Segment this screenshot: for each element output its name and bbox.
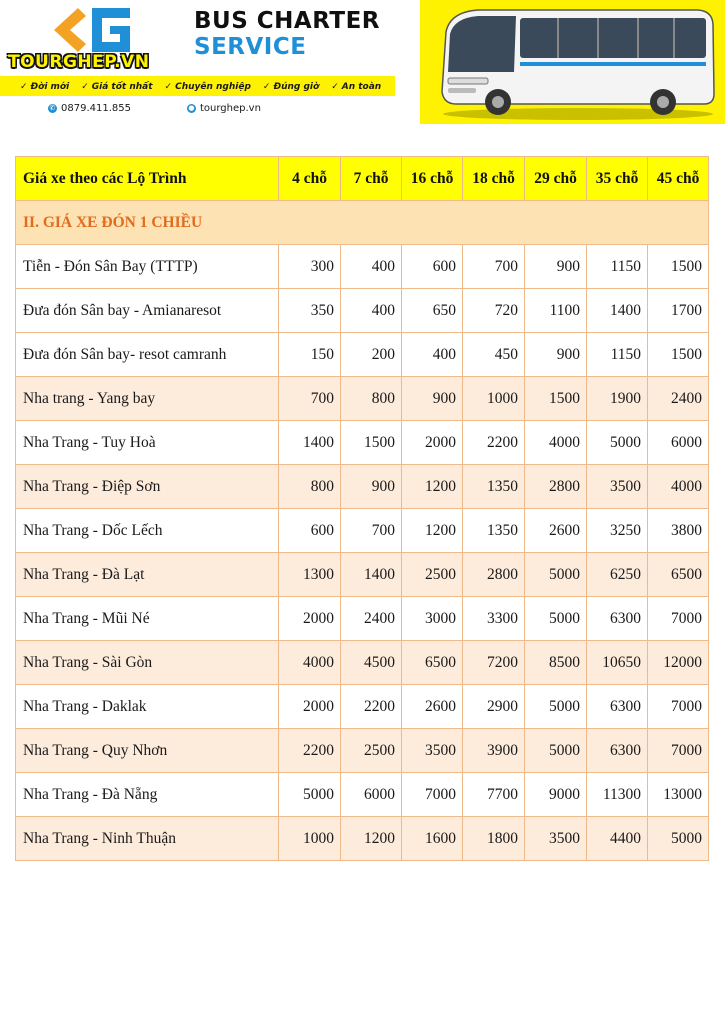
price-cell: 700 <box>463 245 525 289</box>
price-cell: 13000 <box>648 773 709 817</box>
price-cell: 2400 <box>341 597 402 641</box>
price-cell: 650 <box>402 289 463 333</box>
price-cell: 350 <box>279 289 341 333</box>
price-cell: 5000 <box>279 773 341 817</box>
price-cell: 12000 <box>648 641 709 685</box>
table-row <box>16 597 709 641</box>
price-cell: 1300 <box>279 553 341 597</box>
bus-icon <box>428 2 718 122</box>
price-cell: 3300 <box>463 597 525 641</box>
price-cell: 7000 <box>648 597 709 641</box>
price-cell: 5000 <box>525 553 587 597</box>
price-cell: 1000 <box>279 817 341 861</box>
price-cell: 2600 <box>525 509 587 553</box>
price-cell: 2000 <box>402 421 463 465</box>
price-cell: 2500 <box>402 553 463 597</box>
price-cell: 900 <box>525 333 587 377</box>
header-seats: 18 chỗ <box>463 157 525 201</box>
route-cell: Đưa đón Sân bay- resot camranh <box>16 333 279 377</box>
price-cell: 1400 <box>587 289 648 333</box>
price-cell: 1500 <box>648 245 709 289</box>
price-cell: 300 <box>279 245 341 289</box>
section-title: II. GIÁ XE ĐÓN 1 CHIỀU <box>16 201 709 245</box>
price-cell: 7000 <box>648 729 709 773</box>
header-seats: 29 chỗ <box>525 157 587 201</box>
route-cell: Nha Trang - Quy Nhơn <box>16 729 279 773</box>
table-row <box>16 509 709 553</box>
route-cell: Nha Trang - Điệp Sơn <box>16 465 279 509</box>
feature-item: ✓ Giá tốt nhất <box>81 82 153 92</box>
price-cell: 3900 <box>463 729 525 773</box>
price-cell: 6000 <box>341 773 402 817</box>
check-icon: ✓ <box>81 82 89 92</box>
price-cell: 5000 <box>525 597 587 641</box>
price-cell: 6500 <box>402 641 463 685</box>
route-cell: Nha Trang - Tuy Hoà <box>16 421 279 465</box>
website-contact[interactable] <box>187 103 261 114</box>
table-row <box>16 553 709 597</box>
price-cell: 5000 <box>525 685 587 729</box>
check-icon: ✓ <box>262 82 271 92</box>
price-cell: 800 <box>279 465 341 509</box>
price-cell: 11300 <box>587 773 648 817</box>
price-cell: 7000 <box>648 685 709 729</box>
table-row <box>16 245 709 289</box>
price-cell: 1200 <box>341 817 402 861</box>
price-cell: 720 <box>463 289 525 333</box>
price-cell: 1200 <box>402 509 463 553</box>
price-cell: 6300 <box>587 729 648 773</box>
price-cell: 4000 <box>279 641 341 685</box>
price-cell: 400 <box>402 333 463 377</box>
header-seats: 4 chỗ <box>279 157 341 201</box>
price-cell: 10650 <box>587 641 648 685</box>
price-cell: 7200 <box>463 641 525 685</box>
brand-logo-text: TOURGHEP.VN <box>8 52 150 72</box>
price-cell: 7000 <box>402 773 463 817</box>
price-cell: 4400 <box>587 817 648 861</box>
header-seats: 16 chỗ <box>402 157 463 201</box>
price-cell: 400 <box>341 245 402 289</box>
price-cell: 2600 <box>402 685 463 729</box>
section-row <box>16 201 709 245</box>
route-cell: Nha Trang - Mũi Né <box>16 597 279 641</box>
price-cell: 3500 <box>525 817 587 861</box>
route-cell: Nha trang - Yang bay <box>16 377 279 421</box>
route-cell: Nha Trang - Dốc Lếch <box>16 509 279 553</box>
price-cell: 1400 <box>279 421 341 465</box>
route-cell: Nha Trang - Sài Gòn <box>16 641 279 685</box>
price-cell: 1500 <box>341 421 402 465</box>
price-cell: 1400 <box>341 553 402 597</box>
feature-item: ✓ Đời mới <box>20 82 70 92</box>
header-route: Giá xe theo các Lộ Trình <box>16 157 279 201</box>
feature-list <box>20 80 381 94</box>
table-row <box>16 289 709 333</box>
price-cell: 1200 <box>402 465 463 509</box>
price-cell: 6500 <box>648 553 709 597</box>
price-cell: 5000 <box>587 421 648 465</box>
route-cell: Nha Trang - Đà Lạt <box>16 553 279 597</box>
price-cell: 400 <box>341 289 402 333</box>
header-seats: 7 chỗ <box>341 157 402 201</box>
table-row <box>16 377 709 421</box>
price-cell: 6250 <box>587 553 648 597</box>
price-cell: 1150 <box>587 245 648 289</box>
price-cell: 5000 <box>525 729 587 773</box>
price-cell: 2200 <box>279 729 341 773</box>
price-cell: 1700 <box>648 289 709 333</box>
table-row <box>16 685 709 729</box>
price-cell: 2200 <box>341 685 402 729</box>
price-cell: 2900 <box>463 685 525 729</box>
route-cell: Tiễn - Đón Sân Bay (TTTP) <box>16 245 279 289</box>
banner-title-line2: SERVICE <box>194 34 307 60</box>
price-cell: 2500 <box>341 729 402 773</box>
header-banner <box>0 0 725 124</box>
logo-mark-icon <box>52 4 132 56</box>
price-cell: 1350 <box>463 509 525 553</box>
website-url: tourghep.vn <box>199 102 261 114</box>
check-icon: ✓ <box>20 82 28 92</box>
header-seats: 35 chỗ <box>587 157 648 201</box>
price-cell: 1500 <box>525 377 587 421</box>
globe-icon: ● <box>188 103 195 112</box>
price-cell: 5000 <box>648 817 709 861</box>
price-cell: 2000 <box>279 597 341 641</box>
price-cell: 700 <box>279 377 341 421</box>
route-cell: Đưa đón Sân bay - Amianaresot <box>16 289 279 333</box>
price-cell: 600 <box>402 245 463 289</box>
price-cell: 1500 <box>648 333 709 377</box>
price-cell: 1000 <box>463 377 525 421</box>
feature-item: ✓ An toàn <box>331 82 382 92</box>
table-row <box>16 729 709 773</box>
price-cell: 2200 <box>463 421 525 465</box>
price-cell: 7700 <box>463 773 525 817</box>
price-cell: 8500 <box>525 641 587 685</box>
price-cell: 2000 <box>279 685 341 729</box>
price-cell: 1600 <box>402 817 463 861</box>
price-cell: 6000 <box>648 421 709 465</box>
table-row <box>16 421 709 465</box>
price-cell: 1900 <box>587 377 648 421</box>
price-cell: 2800 <box>525 465 587 509</box>
price-cell: 600 <box>279 509 341 553</box>
route-cell: Nha Trang - Daklak <box>16 685 279 729</box>
price-cell: 900 <box>341 465 402 509</box>
table-row <box>16 641 709 685</box>
price-cell: 150 <box>279 333 341 377</box>
price-cell: 4500 <box>341 641 402 685</box>
price-cell: 3000 <box>402 597 463 641</box>
route-cell: Nha Trang - Ninh Thuận <box>16 817 279 861</box>
price-cell: 900 <box>402 377 463 421</box>
price-cell: 1800 <box>463 817 525 861</box>
price-table <box>15 156 709 861</box>
price-cell: 3500 <box>587 465 648 509</box>
phone-number: 0879.411.855 <box>61 102 131 114</box>
price-cell: 2800 <box>463 553 525 597</box>
contact-info <box>48 101 261 115</box>
price-cell: 800 <box>341 377 402 421</box>
table-row <box>16 465 709 509</box>
price-cell: 1150 <box>587 333 648 377</box>
price-cell: 900 <box>525 245 587 289</box>
table-row <box>16 773 709 817</box>
route-cell: Nha Trang - Đà Nẵng <box>16 773 279 817</box>
price-cell: 3500 <box>402 729 463 773</box>
feature-item: ✓ Đúng giờ <box>262 82 320 92</box>
table-row <box>16 333 709 377</box>
table-row <box>16 817 709 861</box>
price-cell: 6300 <box>587 685 648 729</box>
header-seats: 45 chỗ <box>648 157 709 201</box>
check-icon: ✓ <box>331 82 339 92</box>
check-icon: ✓ <box>164 82 173 92</box>
price-cell: 2400 <box>648 377 709 421</box>
table-header-row <box>16 157 709 201</box>
price-cell: 3250 <box>587 509 648 553</box>
price-cell: 1100 <box>525 289 587 333</box>
price-cell: 9000 <box>525 773 587 817</box>
phone-contact[interactable] <box>48 103 131 114</box>
price-cell: 1350 <box>463 465 525 509</box>
price-cell: 700 <box>341 509 402 553</box>
feature-item: ✓ Chuyên nghiệp <box>164 82 251 92</box>
banner-title-line1: BUS CHARTER <box>194 8 380 34</box>
price-cell: 4000 <box>525 421 587 465</box>
price-cell: 6300 <box>587 597 648 641</box>
price-cell: 4000 <box>648 465 709 509</box>
table-body <box>16 201 709 861</box>
price-cell: 200 <box>341 333 402 377</box>
price-cell: 3800 <box>648 509 709 553</box>
price-cell: 450 <box>463 333 525 377</box>
phone-icon: ✆ <box>49 103 56 112</box>
